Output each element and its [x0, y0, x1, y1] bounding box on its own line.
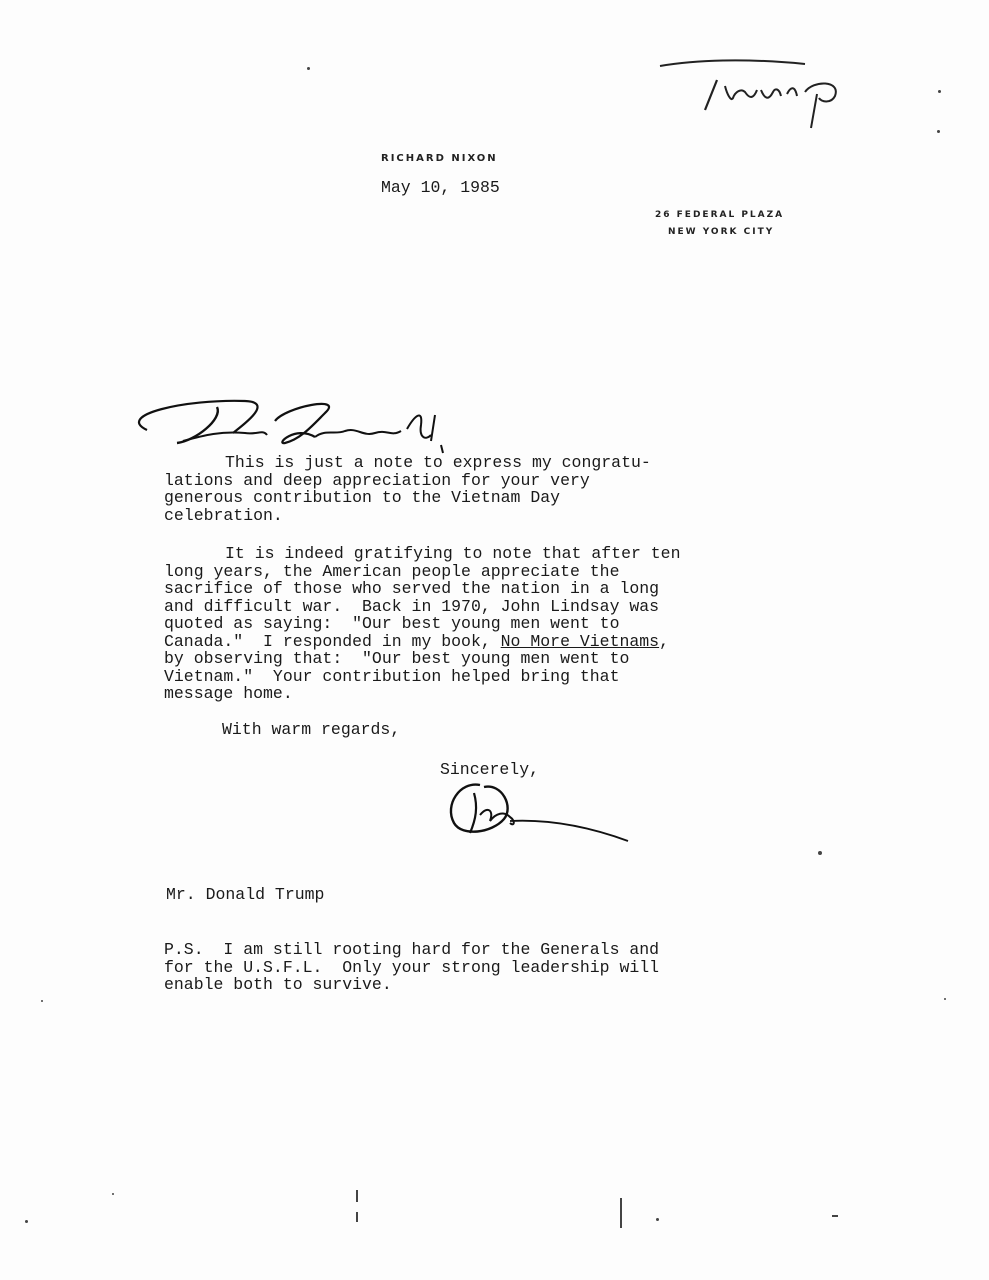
scan-speck: [356, 1212, 358, 1222]
line-suffix: ,: [659, 631, 669, 651]
scan-speck: [938, 90, 941, 93]
scan-speck: [620, 1198, 622, 1228]
letterhead-name: RICHARD NIXON: [381, 153, 498, 164]
scan-speck: [356, 1190, 358, 1202]
paragraph-1-line: lations and deep appreciation for your very: [164, 470, 590, 490]
postscript-line: P.S. I am still rooting hard for the Generals and: [164, 940, 660, 959]
postscript: [164, 941, 659, 994]
paragraph-2-line: [164, 633, 680, 651]
closing: Sincerely,: [440, 760, 540, 779]
scan-speck: [25, 1220, 28, 1223]
paragraph-2-line: long years, the American people appreciate the: [164, 561, 620, 581]
annotation-handwriting-icon: [655, 52, 855, 142]
paragraph-2-line: sacrifice of those who served the nation in a long: [164, 579, 660, 598]
paragraph-1-line: generous contribution to the Vietnam Day: [164, 488, 561, 507]
scan-speck: [112, 1193, 114, 1195]
letterhead-address-line2: NEW YORK CITY: [668, 227, 775, 237]
paragraph-2-line: by observing that: "Our best young men went to: [164, 649, 630, 668]
scan-speck: [656, 1218, 659, 1221]
paragraph-1-line: This is just a note to express my congratu-: [225, 453, 651, 472]
scan-speck: [818, 851, 822, 855]
paragraph-2-line: quoted as saying: "Our best young men went to: [164, 614, 620, 633]
line-prefix: Canada." I responded in my book,: [164, 631, 501, 651]
postscript-line: for the U.S.F.L. Only your strong leadership will: [164, 957, 660, 977]
paragraph-1: [164, 454, 651, 524]
signature-icon: [440, 775, 640, 850]
paragraph-2-line: Vietnam." Your contribution helped bring that: [164, 666, 620, 686]
salutation-text: [125, 385, 130, 386]
postscript-line: enable both to survive.: [164, 975, 392, 994]
book-title: No More Vietnams: [500, 631, 660, 651]
paragraph-2-line: and difficult war. Back in 1970, John Lindsay was: [164, 596, 660, 616]
annotation-text: [655, 52, 658, 53]
handwritten-annotation: [655, 52, 855, 142]
paragraph-2: [164, 545, 680, 703]
scan-speck: [944, 998, 946, 1000]
scan-speck: [307, 67, 310, 70]
scan-speck: [832, 1215, 838, 1217]
paragraph-2-line: message home.: [164, 684, 293, 703]
paragraph-2-line: It is indeed gratifying to note that after ten: [225, 544, 681, 563]
scan-speck: [41, 1000, 43, 1002]
scan-speck: [937, 130, 940, 133]
signature: [440, 775, 640, 850]
recipient: Mr. Donald Trump: [166, 885, 325, 904]
letterhead-address-line1: 26 FEDERAL PLAZA: [655, 210, 785, 220]
paragraph-1-line: celebration.: [164, 505, 283, 525]
letter-date: May 10, 1985: [381, 178, 500, 197]
warm-regards: With warm regards,: [222, 720, 401, 739]
